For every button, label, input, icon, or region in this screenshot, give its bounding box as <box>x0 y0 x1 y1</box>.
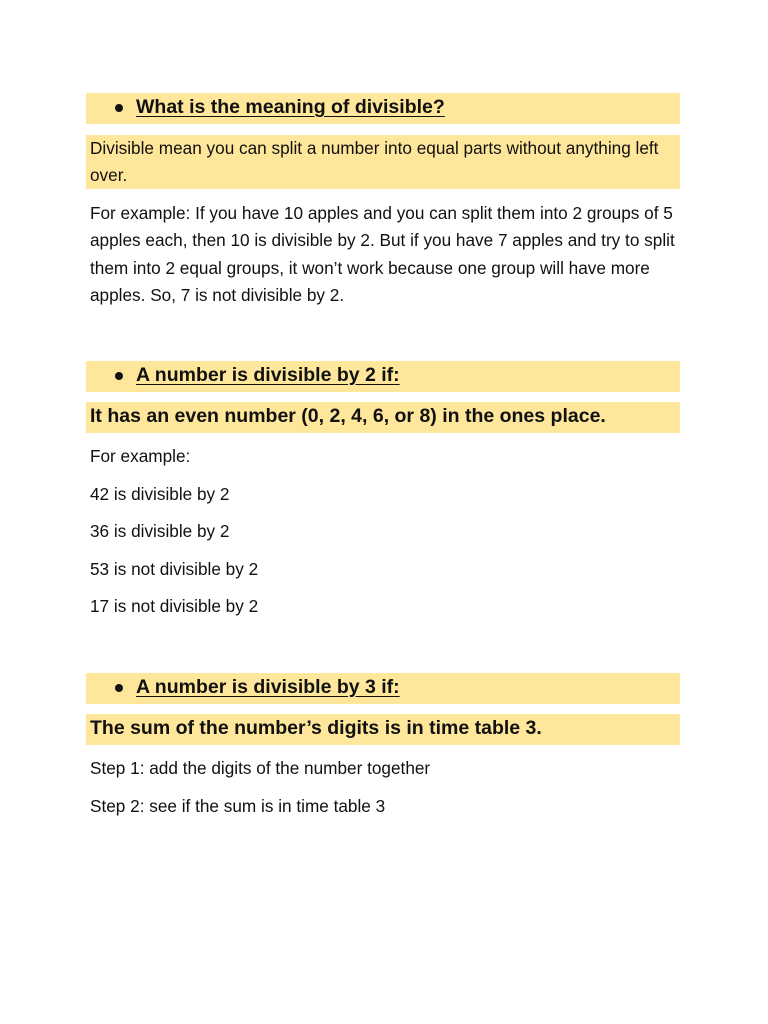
example-item: 42 is divisible by 2 <box>90 484 230 504</box>
bullet-icon <box>115 684 123 692</box>
bullet-icon <box>115 372 123 380</box>
section2-rule: It has an even number (0, 2, 4, 6, or 8) in the ones place. <box>90 405 606 427</box>
example-item: 17 is not divisible by 2 <box>90 596 259 616</box>
section1-heading: What is the meaning of divisible? <box>136 96 445 118</box>
section2-heading-bar <box>86 361 680 392</box>
section3-rule: The sum of the number’s digits is in time table 3. <box>90 717 542 739</box>
definition-highlight <box>86 135 680 189</box>
step-item: Step 2: see if the sum is in time table 3 <box>90 796 386 816</box>
example-item: 36 is divisible by 2 <box>90 521 230 541</box>
section3-rule-bar <box>86 714 680 745</box>
section2-rule-bar <box>86 402 680 433</box>
example-intro: For example: <box>90 446 191 466</box>
example-item: 53 is not divisible by 2 <box>90 559 259 579</box>
section3-heading-bar <box>86 673 680 704</box>
section2-heading: A number is divisible by 2 if: <box>136 364 400 386</box>
step-item: Step 1: add the digits of the number together <box>90 758 431 778</box>
section1-heading-bar <box>86 93 680 124</box>
section3-heading: A number is divisible by 3 if: <box>136 676 400 698</box>
bullet-icon <box>115 104 123 112</box>
section1-example: For example: If you have 10 apples and you can split them into 2 groups of 5 apples each, then 10 is divisible by 2. But if you have 7 apples and try to split them into 2 equal groups, it won’t work because one group will have more apples. So, 7 is not divisible by 2. <box>90 203 675 305</box>
definition-text: Divisible mean you can split a number into equal parts without anything left over. <box>90 138 659 186</box>
